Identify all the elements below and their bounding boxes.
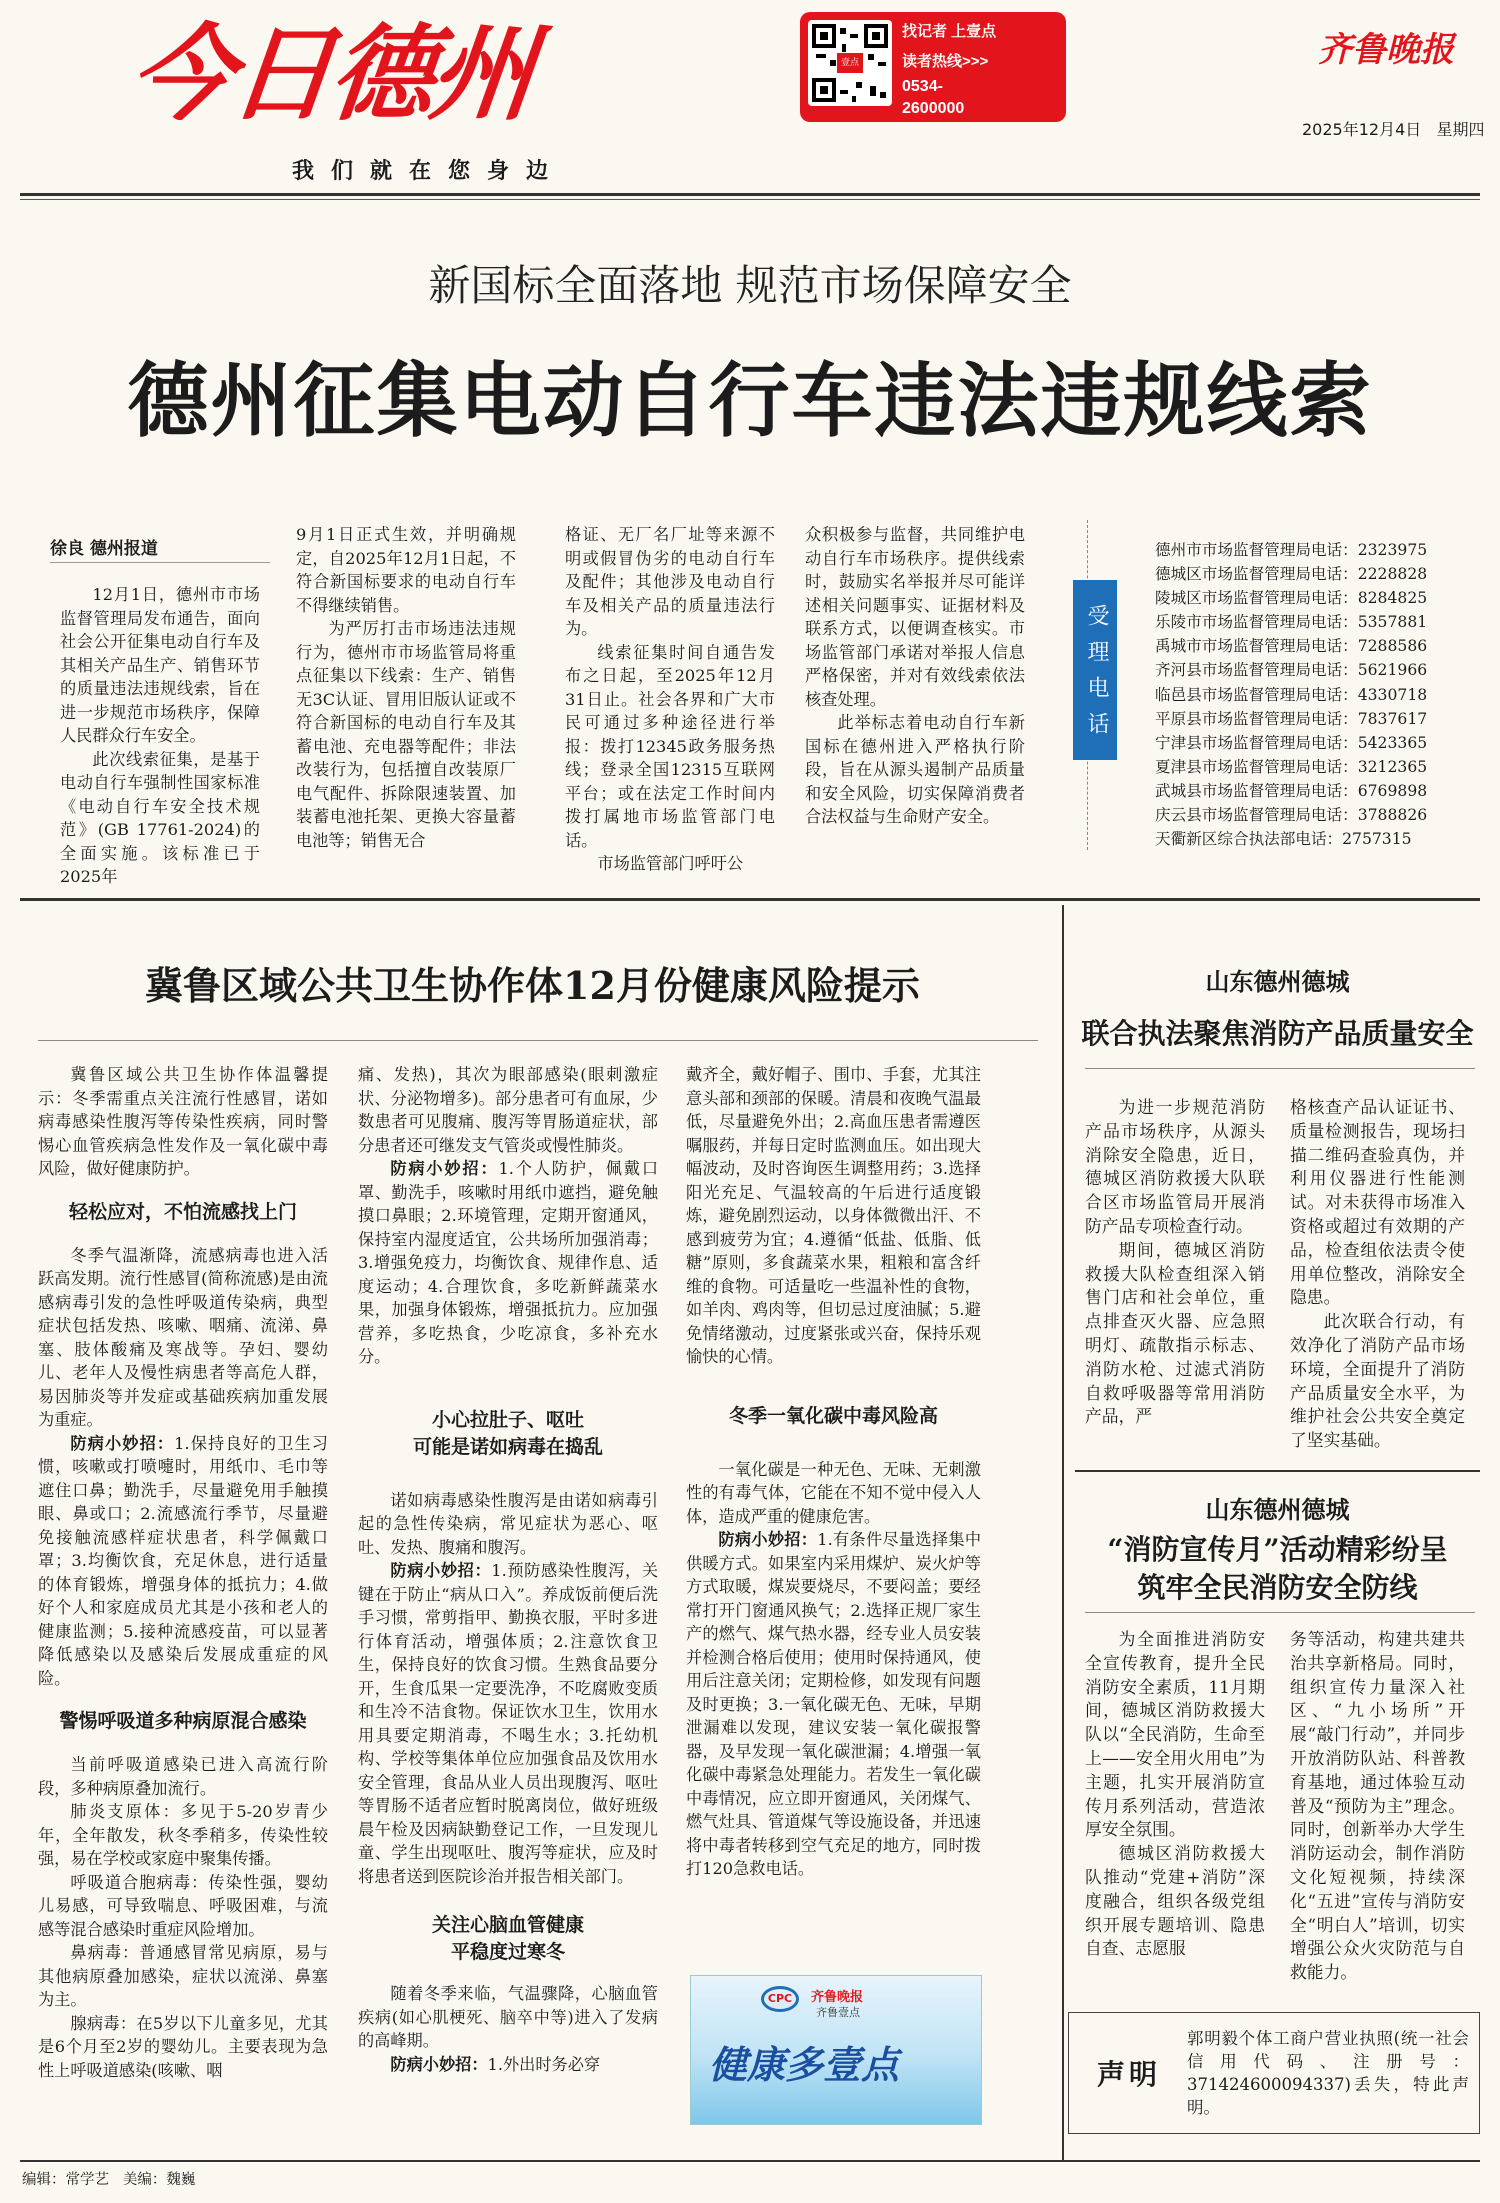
lead-kicker: 新国标全面落地 规范市场保障安全 (428, 261, 1072, 310)
paragraph (38, 1063, 328, 1181)
health-col-3-part-b (686, 1458, 981, 1881)
paragraph (686, 1528, 981, 1881)
contact-line-2: 读者热线>>> (902, 53, 989, 70)
paragraph-text: 1.有条件尽量选择集中供暖方式。如果室内采用煤炉、炭火炉等方式取暖，煤炭要烧尽，不要闷盖；要经常打开门窗通风换气；2.选择正规厂家生产的燃气、煤气热水器，经专业人员安装并检测合格后使用；使用时保持通风，使用后注意关闭；定期检修，如发现有问题及时更换；3.一氧化碳无色、无味，早期泄漏难以发现，建议安装一氧化碳报警器，及早发现一氧化碳泄漏；4.增强一氧化碳中毒紧急处理能力。若发生一氧化碳中毒情况，应立即开窗通风，关闭煤气、燃气灶具、管道煤气等设施设备，并迅速将中毒者转移到空气充足的地方，同时拨打120急救电话。 (686, 1530, 982, 1878)
paragraph-text: 冀鲁区域公共卫生协作体温馨提示：冬季需重点关注流行性感冒，诺如病毒感染性腹泻等传染性疾病，同时警惕心血管疾病急性发作及一氧化碳中毒风险，做好健康防护。 (38, 1065, 328, 1178)
phone-item[interactable]: 武城县市场监督管理局电话：6769898 (1155, 781, 1428, 800)
paragraph-text: 1.保持良好的卫生习惯，咳嗽或打喷嚏时，用纸巾、毛巾等遮住口鼻；勤洗手，尽量避免用手触摸眼、鼻或口；2.流感流行季节，尽量避免接触流感样症状患者，科学佩戴口罩；3.均衡饮食，充足休息，进行适量的体育锻炼，增强身体的抵抗力；4.做好个人和家庭成员尤其是小孩和老人的健康监测；5.接种流感疫苗，可以显著降低感染以及感染后发展成重症的风险。 (38, 1433, 328, 1688)
reader-hotline[interactable]: 0534-2600000 (902, 78, 965, 117)
paragraph-text: 痛、发热)，其次为眼部感染(眼刺激症状、分泌物增多)。部分患者可有血尿，少数患者可见腹痛、腹泻等胃肠道症状，部分患者还可继发支气管炎或慢性肺炎。 (358, 1065, 658, 1155)
phone-label: 受理电话 (1073, 580, 1117, 760)
phone-item[interactable]: 夏津县市场监督管理局电话：3212365 (1155, 757, 1428, 776)
health-col-2-part-b (358, 1489, 658, 1889)
paragraph-text: 当前呼吸道感染已进入高流行阶段，多种病原叠加流行。 (38, 1755, 328, 1798)
fire1-col-1 (1085, 1096, 1265, 1429)
paragraph (686, 1063, 981, 1369)
paragraph-text: 诺如病毒感染性腹泻是由诺如病毒引起的急性传染病，常见症状为恶心、呕吐、发热、腹痛和腹泻。 (358, 1490, 658, 1557)
health-col-1 (38, 1063, 328, 2082)
phone-item[interactable]: 临邑县市场监督管理局电话：4330718 (1155, 685, 1428, 704)
paragraph: 此次线索征集，是基于电动自行车强制性国家标准《电动自行车安全技术规范》(GB 17761-2024)的全面实施。该标准已于2025年 (60, 749, 260, 886)
co-subhead: 冬季一氧化碳中毒风险高 (728, 1404, 938, 1427)
paragraph (38, 1941, 328, 2012)
masthead-slogan: 我们就在您身边 (292, 159, 566, 184)
lead-col-3 (565, 523, 775, 876)
notice-text: 郭明毅个体工商户营业执照(统一社会信用代码、注册号：371424600094337)丢失，特此声明。 (1187, 2029, 1469, 2117)
phone-item[interactable]: 德城区市场监督管理局电话：2228828 (1155, 565, 1428, 584)
health-col-2-part-c (358, 1982, 658, 2076)
phone-list (1155, 538, 1485, 851)
paragraph-text: 此次联合行动，有效净化了消防产品市场环境，全面提升了消防产品质量安全水平，为维护社会公共安全奠定了坚实基础。 (1290, 1311, 1465, 1451)
paragraph (358, 1982, 658, 2053)
ad-tagline: 健康多壹点 (709, 2043, 900, 2087)
fire2-headline-1: “消防宣传月”活动精彩纷呈 (1107, 1533, 1448, 1566)
paragraph (1290, 1628, 1465, 1985)
health-col-2 (358, 1063, 658, 2076)
paragraph-text: 呼吸道合胞病毒：传染性强，婴幼儿易感，可导致喘息、呼吸困难，与流感等混合感染时重症风险增加。 (38, 1872, 328, 1939)
phone-item[interactable]: 齐河县市场监督管理局电话：5621966 (1155, 661, 1428, 680)
paragraph: 格证、无厂名厂址等来源不明或假冒伪劣的电动自行车及配件；其他涉及电动自行车及相关产品的质量违法行为。 (565, 525, 775, 638)
paragraph (38, 1244, 328, 1432)
masthead-rule-thin (20, 199, 1480, 200)
issue-date (1302, 117, 1485, 140)
paragraph-text: 冬季气温渐降，流感病毒也进入活跃高发期。流行性感冒(简称流感)是由流感病毒引发的急性呼吸道传染病，典型症状包括发热、咳嗽、咽痛、流涕、鼻塞、肢体酸痛及寒战等。孕妇、婴幼儿、老年人及慢性病患者等高危人群，易因肺炎等并发症或基础疾病加重发展为重症。 (38, 1245, 328, 1429)
paragraph: 市场监管部门呼吁公 (597, 854, 744, 873)
health-col-2-part-a (358, 1063, 658, 1369)
subhead: 轻松应对，不怕流感找上门 (68, 1200, 297, 1223)
paragraph-text: 鼻病毒：普通感冒常见病原，易与其他病原叠加感染，症状以流涕、鼻塞为主。 (38, 1943, 328, 2009)
weekday: 星期四 (1436, 120, 1485, 139)
lead-headline: 德州征集电动自行车违法违规线索 (127, 354, 1373, 449)
byline-rule (50, 562, 270, 563)
ad-logo: CPC (761, 1986, 799, 2012)
ad-brand-2: 齐鲁壹点 (816, 2006, 860, 2019)
subhead: 警惕呼吸道多种病原混合感染 (59, 1710, 307, 1732)
phone-item[interactable]: 天衢新区综合执法部电话：2757315 (1155, 830, 1412, 849)
paragraph: 为严厉打击市场违法违规行为，德州市市场监管局将重点征集以下线索：生产、销售无3C认证、冒用旧版认证或不符合新国标的电动自行车及其蓄电池、充电器等配件；非法改装行为，包括擅自改装原厂电气配件、拆除限速装置、加装蓄电池托架、更换大容量蓄电池等；销售无合 (296, 619, 516, 850)
fire2-headline-2: 筑牢全民消防安全防线 (1137, 1571, 1418, 1604)
lead-col-2 (296, 523, 516, 852)
column-divider (1062, 905, 1064, 2160)
paragraph (1085, 1239, 1265, 1429)
health-col-3 (686, 1063, 981, 1881)
masthead-logo: 今日德州 (123, 13, 537, 135)
paragraph-text: 格核查产品认证证书、质量检测报告，现场扫描二维码查验真伪，并利用仪器进行性能测试。对未获得市场准入资格或超过有效期的产品，检查组依法责令使用单位整改，消除安全隐患。 (1290, 1097, 1465, 1308)
tip-label: 防病小妙招： (718, 1530, 818, 1549)
phone-item[interactable]: 禹城市市场监督管理局电话：7288586 (1155, 637, 1428, 656)
fire1-col-2 (1290, 1096, 1465, 1453)
tip-label: 防病小妙招： (390, 1561, 492, 1580)
paragraph: 此举标志着电动自行车新国标在德州进入严格执行阶段，旨在从源头遏制产品质量和安全风险，切实保障消费者合法权益与生命财产安全。 (805, 713, 1025, 826)
paragraph (358, 1489, 658, 1560)
paragraph-text: 德城区消防救援大队推动“党建+消防”深度融合，组织各级党组织开展专题培训、隐患自查、志愿服 (1085, 1843, 1265, 1959)
editor: 编辑：常学艺 (22, 2172, 109, 2188)
fire2-col-2 (1290, 1628, 1465, 1985)
tip-label: 防病小妙招： (390, 1159, 499, 1178)
paragraph-text: 1.外出时务必穿 (487, 2054, 601, 2074)
tip-label: 防病小妙招： (70, 1433, 175, 1453)
footer-credits (22, 2168, 195, 2189)
paragraph-text: 腺病毒：在5岁以下儿童多见，尤其是6个月至2岁的婴幼儿。主要表现为急性上呼吸道感染(咳嗽、咽 (38, 2013, 328, 2080)
paragraph-text: 务等活动，构建共建共治共享新格局。同时，组织宣传力量深入社区、“九小场所”开展“敲门行动”，并同步开放消防队站、科普教育基地，通过体验互动普及“预防为主”理念。同时，创新举办大学生消防运动会，制作消防文化短视频，持续深化“五进”宣传与消防安全“明白人”培训，切实增强公众火灾防范与自救能力。 (1290, 1629, 1465, 1983)
phone-item[interactable]: 乐陵市市场监督管理局电话：5357881 (1155, 613, 1428, 632)
health-col-3-part-a (686, 1063, 981, 1369)
paragraph-text: 1.预防感染性腹泻，关键在于防止“病从口入”。养成饭前便后洗手习惯，常剪指甲、勤换衣服，平时多进行体育活动，增强体质；2.注意饮食卫生，保持良好的饮食习惯。生熟食品要分开，生食瓜果一定要洗净，不吃腐败变质和生冷不洁食物。保证饮水卫生，饮用水用具要定期消毒，不喝生水；3.托幼机构、学校等集体单位应加强食品及饮用水安全管理，食品从业人员出现腹泻、呕吐等胃肠不适者应暂时脱离岗位，做好班级晨午检及因病缺勤登记工作，一旦发现儿童、学生出现呕吐、腹泻等症状，应及时将患者送到医院诊治并报告相关部门。 (358, 1561, 659, 1886)
paragraph (1290, 1096, 1465, 1310)
phone-item[interactable]: 平原县市场监督管理局电话：7837617 (1155, 709, 1428, 728)
paragraph-text: 一氧化碳是一种无色、无味、无刺激性的有毒气体，它能在不知不觉中侵入人体，造成严重的健康危害。 (686, 1459, 981, 1526)
paragraph-text: 肺炎支原体：多见于5-20岁青少年，全年散发，秋冬季稍多，传染性较强，易在学校或家庭中聚集传播。 (38, 1802, 328, 1868)
subhead-line: 可能是诺如病毒在捣乱 (412, 1435, 603, 1458)
lead-byline: 徐良 德州报道 (50, 539, 158, 559)
fire1-kicker: 山东德州德城 (1205, 967, 1350, 996)
health-rule (38, 1040, 1038, 1041)
paragraph (358, 1157, 658, 1369)
designer: 美编：魏巍 (122, 2172, 196, 2188)
fire2-kicker: 山东德州德城 (1205, 1495, 1350, 1524)
paragraph-text: 随着冬季来临，气温骤降，心脑血管疾病(如心肌梗死、脑卒中等)进入了发病的高峰期。 (358, 1984, 658, 2050)
paragraph (1085, 1842, 1265, 1961)
paragraph-text: 为全面推进消防安全宣传教育，提升全民消防安全素质，11月期间，德城区消防救援大队以“全民消防，生命至上——安全用火用电”为主题，扎实开展消防宣传月系列活动，营造浓厚安全氛围。 (1085, 1629, 1265, 1840)
phone-item[interactable]: 庆云县市场监督管理局电话：3788826 (1155, 806, 1428, 825)
fire2-col-1 (1085, 1628, 1265, 1961)
paragraph: 线索征集时间自通告发布之日起，至2025年12月31日止。社会各界和广大市民可通过多种途径进行举报：拨打12345政务服务热线；登录全国12315互联网平台；或在法定工作时间内拨打属地市场监管部门电话。 (565, 642, 775, 850)
qr-code[interactable] (808, 20, 892, 106)
notice-box (1068, 2012, 1480, 2134)
paragraph (686, 1458, 981, 1529)
paragraph-text: 1.个人防护，佩戴口罩、勤洗手，咳嗽时用纸巾遮挡，避免触摸口鼻眼；2.环境管理，定期开窗通风，保持室内湿度适宜，公共场所加强消毒；3.增强免疫力，均衡饮食、规律作息、适度运动；4.合理饮食，多吃新鲜蔬菜水果，加强身体锻炼，增强抵抗力。应加强营养，多吃热食，少吃凉食，多补充水分。 (358, 1159, 659, 1366)
lead-col-4 (805, 523, 1025, 829)
paragraph-text: 戴齐全，戴好帽子、围巾、手套，尤其注意头部和颈部的保暖。清晨和夜晚气温最低，尽量避免外出；2.高血压患者需遵医嘱服药，并每日定时监测血压。如出现大幅波动，及时咨询医生调整用药；3.选择阳光充足、气温较高的午后进行适度锻炼，避免剧烈运动，以身体微微出汗、不感到疲劳为宜；4.遵循“低盐、低脂、低糖”原则，多食蔬菜水果，粗粮和富含纤维的食物。可适量吃一些温补性的食物，如羊肉、鸡肉等，但切忌过度油腻；5.避免情绪激动，过度紧张或兴奋，保持乐观愉快的心情。 (686, 1065, 981, 1366)
paragraph (358, 2053, 658, 2077)
fire2-rule (1085, 1612, 1475, 1613)
fire1-headline: 联合执法聚焦消防产品质量安全 (1081, 1017, 1474, 1050)
subhead-line: 平稳度过寒冬 (450, 1941, 565, 1963)
section-rule (20, 898, 1480, 901)
contact-line-1: 找记者 上壹点 (902, 23, 997, 40)
paragraph (358, 1063, 658, 1157)
fire1-rule (1085, 1068, 1475, 1069)
paragraph (1085, 1628, 1265, 1842)
phone-item[interactable]: 宁津县市场监督管理局电话：5423365 (1155, 733, 1428, 752)
tip-label: 防病小妙招： (390, 2054, 488, 2074)
paragraph (38, 1871, 328, 1942)
subhead-line: 小心拉肚子、呕吐 (431, 1408, 584, 1431)
subhead-line: 关注心脑血管健康 (431, 1914, 584, 1936)
lead-col-1 (60, 583, 260, 889)
norovirus-subhead (358, 1407, 658, 1461)
cardio-subhead (358, 1912, 658, 1966)
notice-title: 声明 (1097, 2058, 1162, 2091)
paragraph (38, 1800, 328, 1871)
health-headline: 冀鲁区域公共卫生协作体12月份健康风险提示 (145, 963, 920, 1008)
ad-brand-1: 齐鲁晚报 (811, 1990, 864, 2005)
paragraph: 众积极参与监督，共同维护电动自行车市场秩序。提供线索时，鼓励实名举报并尽可能详述相关问题事实、证据材料及联系方式，以便调查核实。市场监管部门承诺对举报人信息严格保密，并对有效线索依法核查处理。 (805, 525, 1025, 709)
paragraph (1085, 1096, 1265, 1239)
paragraph (358, 1559, 658, 1888)
brand-logo: 齐鲁晚报 (1318, 30, 1454, 70)
health-ad[interactable] (690, 1975, 982, 2125)
paragraph (38, 1753, 328, 1800)
date: 2025年12月4日 (1302, 120, 1422, 139)
paragraph-text: 为进一步规范消防产品市场秩序，从源头消除安全隐患，近日，德城区消防救援大队联合区市场监管局开展消防产品专项检查行动。 (1085, 1097, 1265, 1236)
phone-item[interactable]: 陵城区市场监督管理局电话：8284825 (1155, 589, 1428, 608)
qr-logo: 壹点 (837, 53, 863, 73)
paragraph (38, 2012, 328, 2083)
paragraph (38, 1432, 328, 1691)
paragraph: 12月1日，德州市市场监督管理局发布通告，面向社会公开征集电动自行车及其相关产品生产、销售环节的质量违法违规线索，旨在进一步规范市场秩序，保障人民群众行车安全。 (60, 585, 260, 745)
paragraph (1290, 1310, 1465, 1453)
fire-rule (1075, 1470, 1480, 1472)
masthead-rule (20, 193, 1480, 196)
footer-rule (20, 2160, 1480, 2162)
phone-item[interactable]: 德州市市场监督管理局电话：2323975 (1155, 541, 1428, 559)
paragraph-text: 期间，德城区消防救援大队检查组深入销售门店和社会单位，重点排查灭火器、应急照明灯、疏散指示标志、消防水枪、过滤式消防自救呼吸器等常用消防产品，严 (1085, 1239, 1265, 1427)
paragraph: 9月1日正式生效，并明确规定，自2025年12月1日起，不符合新国标要求的电动自行车不得继续销售。 (296, 525, 516, 615)
